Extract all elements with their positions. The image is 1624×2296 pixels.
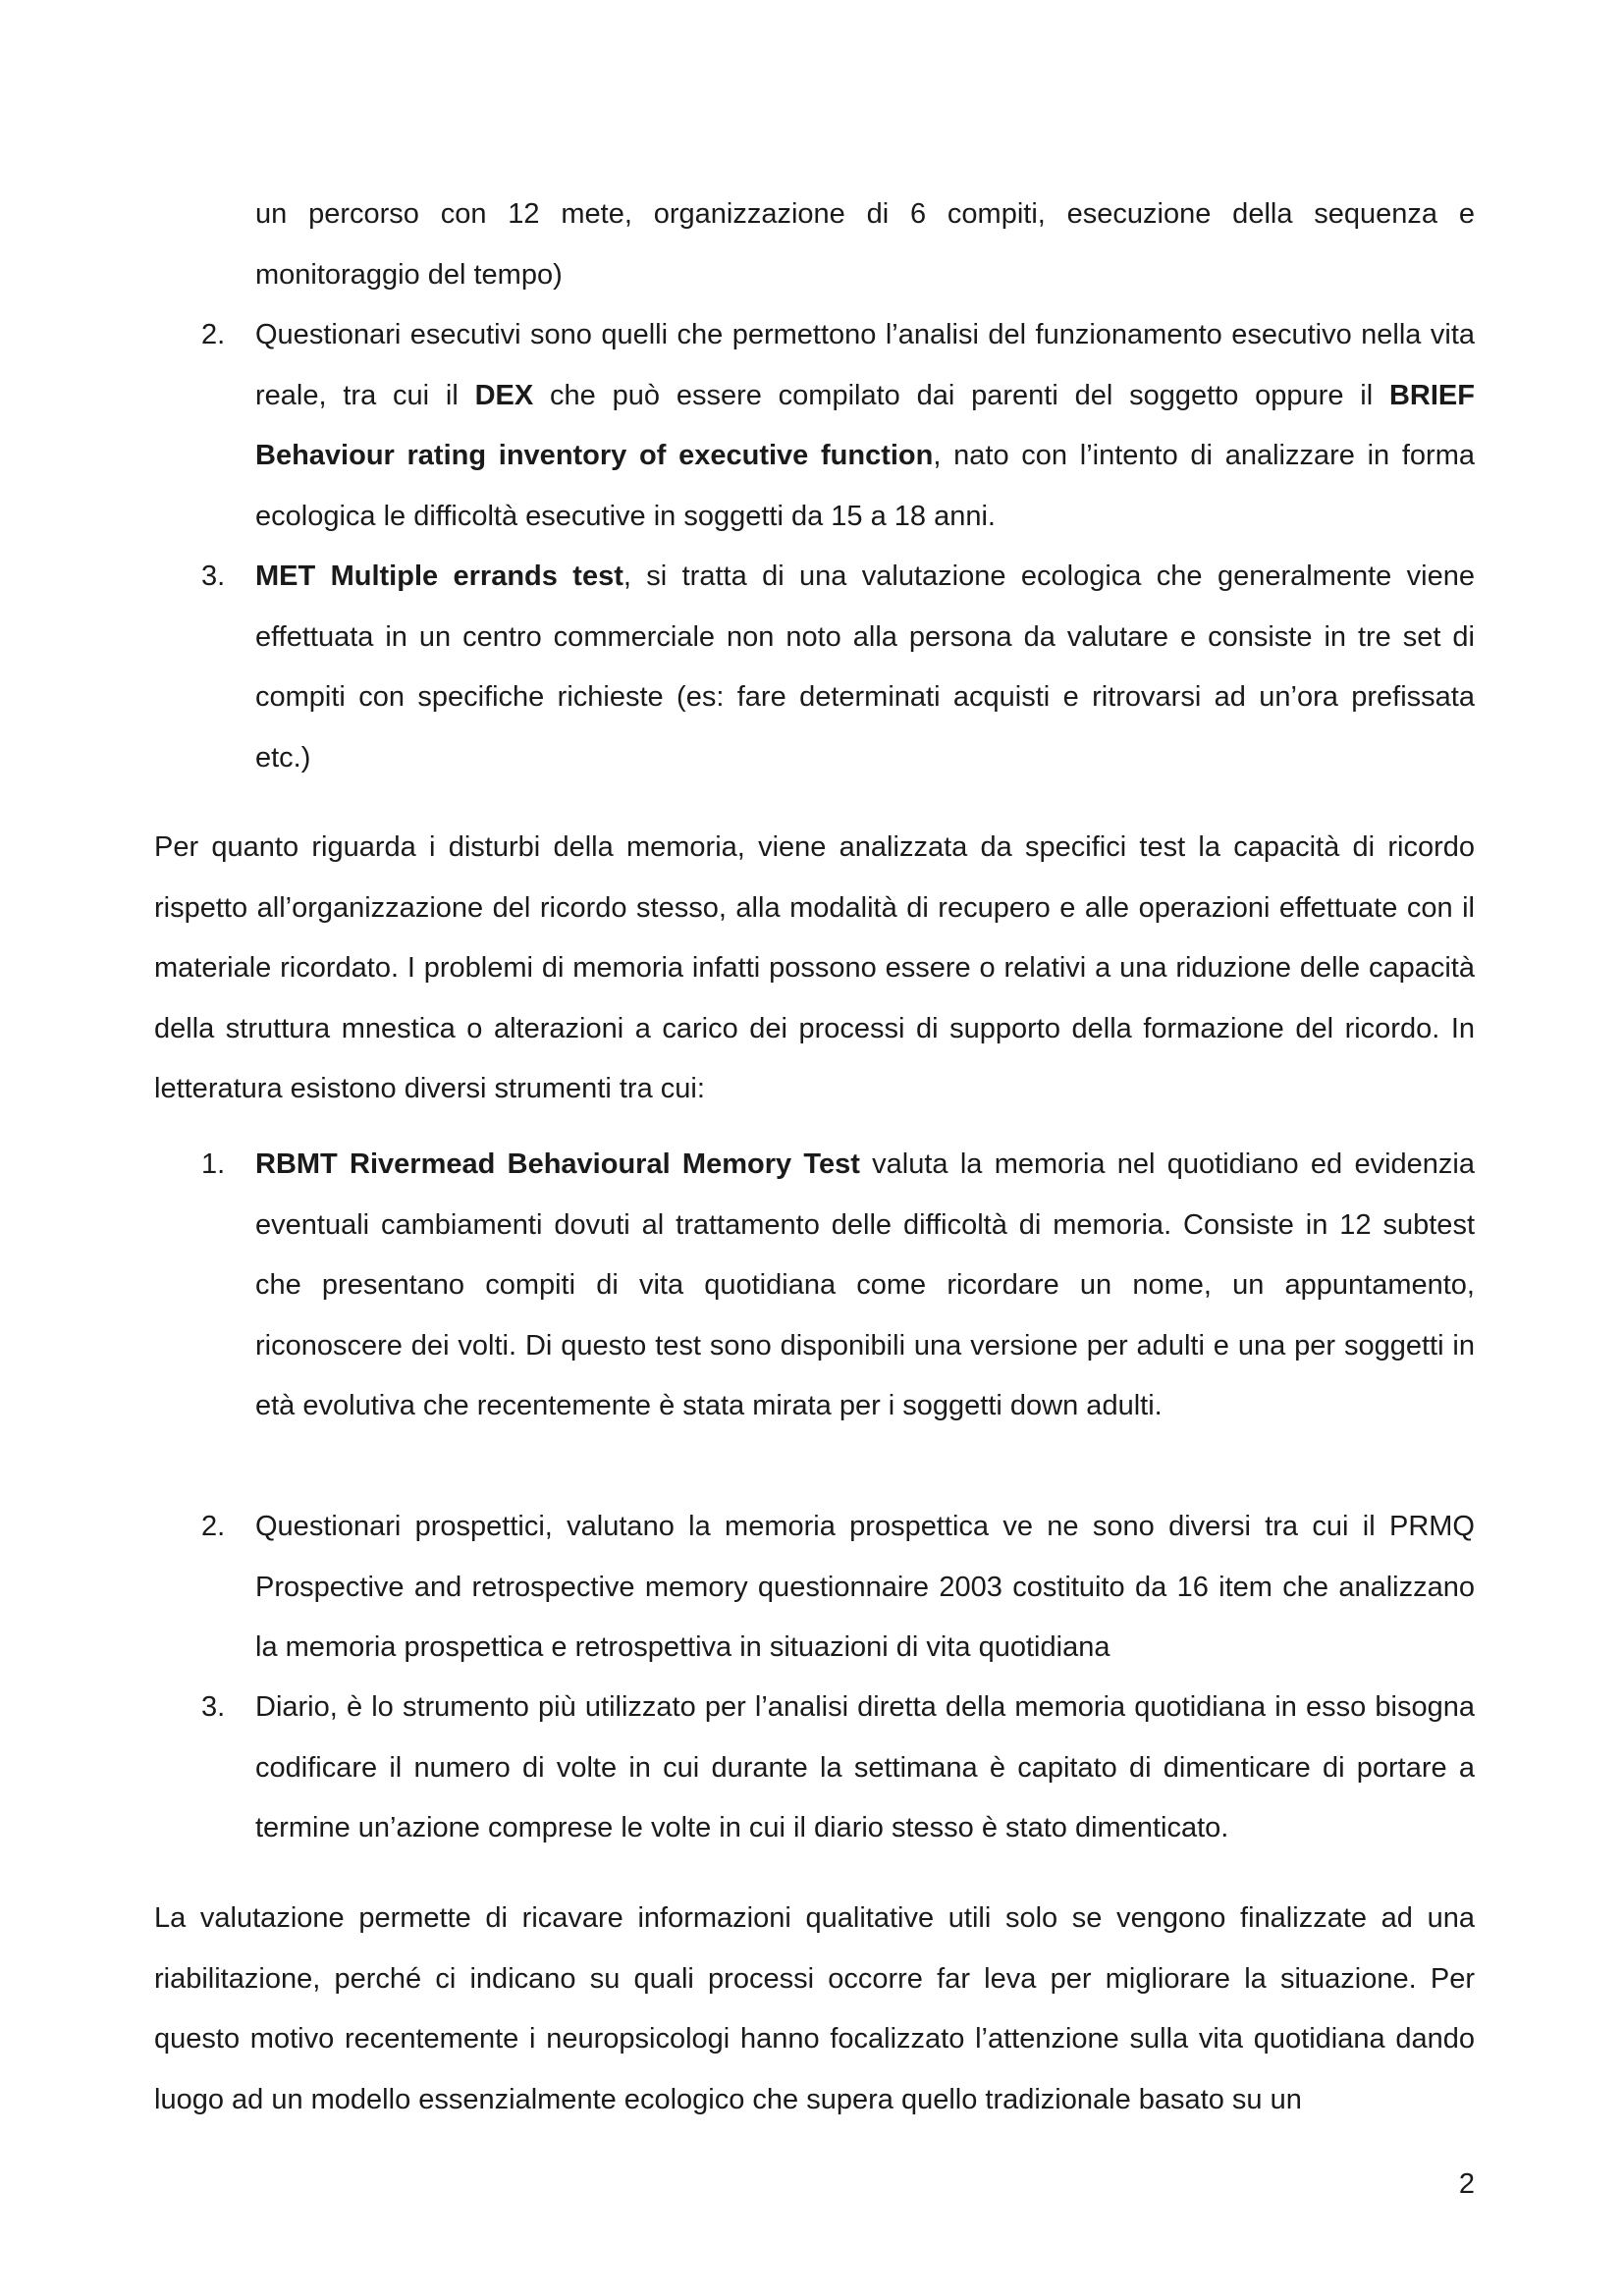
list-item: [154, 1135, 1475, 1437]
continuation-text: un percorso con 12 mete, organizzazione di 6 compiti, esecuzione della sequenza e monitoraggio del tempo): [255, 198, 1475, 291]
list-item: [154, 1497, 1475, 1679]
list-number: 2.: [201, 1511, 226, 1542]
page-number: 2: [1458, 2168, 1475, 2200]
list-item-body: MET Multiple errands test, si tratta di una valutazione ecologica che generalmente viene effettuata in un centro commerciale non noto alla persona da valutare e consiste in tre set di compiti con specifiche richieste (es: fare determinati acquisti e ritrovarsi ad un’ora prefissata etc.): [255, 561, 1475, 774]
list-number: 2.: [201, 319, 226, 350]
list-item: [154, 1678, 1475, 1859]
list-item-body: Questionari esecutivi sono quelli che permettono l’analisi del funzionamento esecutivo nella vita reale, tra cui il DEX che può essere compilato dai parenti del soggetto oppure il BRIEF Behaviour rating inventory of executive function, nato con l’intento di analizzare in forma ecologica le difficoltà esecutive in soggetti da 15 a 18 anni.: [255, 319, 1475, 532]
term-met: MET Multiple errands test: [255, 561, 623, 592]
list-number: 3.: [201, 561, 226, 592]
term-dex: DEX: [474, 379, 534, 411]
term-rbmt: RBMT Rivermead Behavioural Memory Test: [255, 1148, 860, 1180]
final-paragraph: La valutazione permette di ricavare informazioni qualitative utili solo se vengono finalizzate ad una riabilitazione, perché ci indicano su quali processi occorre far leva per migliorare la situazione. Per questo motivo recentemente i neuropsicologi hanno focalizzato l’attenzione sulla vita quotidiana dando luogo ad un modello essenzialmente ecologico che supera quello tradizionale basato su un: [154, 1902, 1475, 2115]
list-item: [154, 305, 1475, 547]
memory-paragraph: Per quanto riguarda i disturbi della memoria, viene analizzata da specifici test la capacità di ricordo rispetto all’organizzazione del ricordo stesso, alla modalità di recupero e alle operazioni effettuate con il materiale ricordato. I problemi di memoria infatti possono essere o relativi a una riduzione delle capacità della struttura mnestica o alterazioni a carico dei processi di supporto della formazione del ricordo. In letteratura esistono diversi strumenti tra cui:: [154, 831, 1475, 1104]
term-brief: BRIEF Behaviour rating inventory of executive function: [255, 379, 1475, 471]
list-item-body: Diario, è lo strumento più utilizzato per l’analisi diretta della memoria quotidiana in esso bisogna codificare il numero di volte in cui durante la settimana è capitato di dimenticare di portare a termine un’azione comprese le volte in cui il diario stesso è stato dimenticato.: [255, 1691, 1475, 1843]
list-item-body: RBMT Rivermead Behavioural Memory Test valuta la memoria nel quotidiano ed evidenzia eventuali cambiamenti dovuti al trattamento delle difficoltà di memoria. Consiste in 12 subtest che presentano compiti di vita quotidiana come ricordare un nome, un appuntamento, riconoscere dei volti. Di questo test sono disponibili una versione per adulti e una per soggetti in età evolutiva che recentemente è stata mirata per i soggetti down adulti.: [255, 1148, 1475, 1421]
list-item-body: Questionari prospettici, valutano la memoria prospettica ve ne sono diversi tra cui il PRMQ Prospective and retrospective memory questionnaire 2003 costituito da 16 item che analizzano la memoria prospettica e retrospettiva in situazioni di vita quotidiana: [255, 1511, 1475, 1663]
list-item: [154, 547, 1475, 788]
list-number: 1.: [201, 1148, 226, 1180]
list-number: 3.: [201, 1691, 226, 1723]
